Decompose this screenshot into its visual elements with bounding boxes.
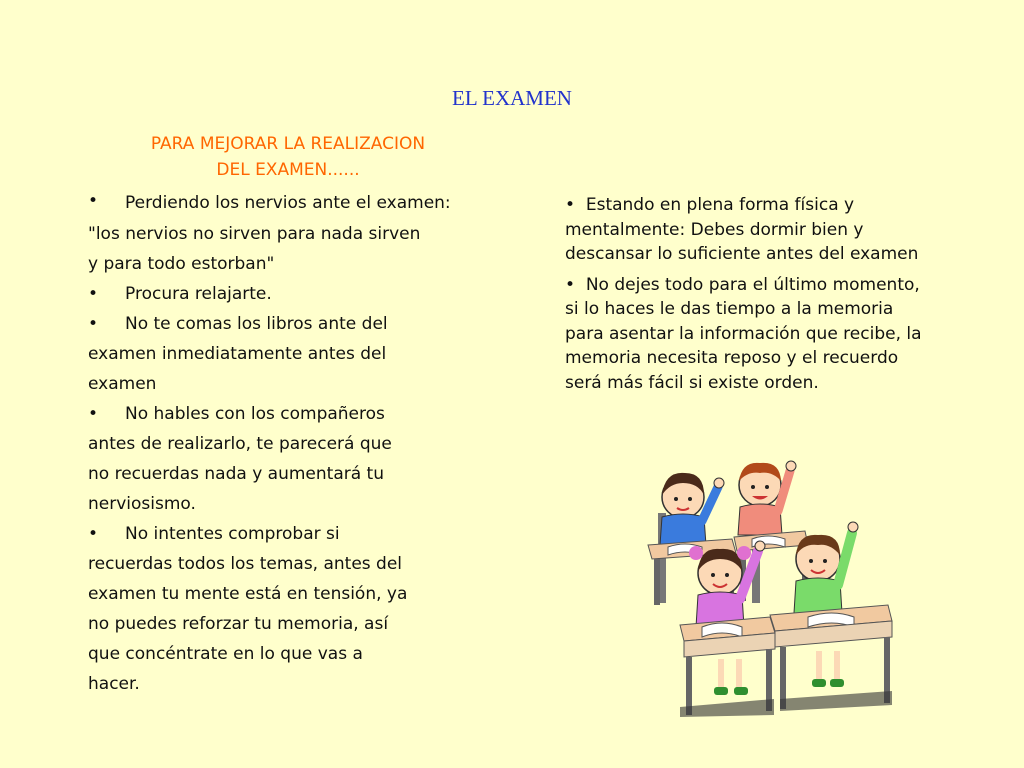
student-blue (660, 473, 724, 545)
subtitle-line-1: PARA MEJORAR LA REALIZACION (150, 134, 426, 154)
student-pink-shirt (738, 461, 796, 535)
text-line: hacer. (88, 674, 140, 694)
bullet: • (88, 191, 99, 211)
list-item (565, 273, 937, 396)
bullet: • (88, 524, 99, 544)
subtitle (88, 131, 488, 183)
text-line: no puedes reforzar tu memoria, así (88, 614, 389, 634)
quote-line: y para todo estorban" (88, 254, 275, 274)
classroom-students-icon (640, 455, 900, 720)
list-item (88, 191, 500, 215)
text-line: recuerdas todos los temas, antes del (88, 554, 403, 574)
text-line: nerviosismo. (88, 494, 196, 514)
list-item (88, 399, 500, 429)
text-line: examen (88, 374, 157, 394)
list-item (88, 279, 500, 309)
bullet: • (88, 314, 99, 334)
bullet: • (88, 404, 99, 424)
list-item (88, 519, 500, 549)
bullet: • (565, 274, 576, 295)
text-line: que concéntrate en lo que vas a (88, 644, 363, 664)
list-item-text: No intentes comprobar si (125, 524, 340, 544)
list-item-text: Procura relajarte. (125, 284, 272, 304)
list-item-text: Perdiendo los nervios ante el examen: (125, 193, 451, 213)
bullet: • (565, 195, 576, 215)
list-item (565, 193, 937, 267)
list-item-text: Estando en plena forma física y mentalmente: Debes dormir bien y descansar lo suficiente antes del examen (565, 195, 919, 264)
left-column (88, 191, 500, 699)
quote-line: "los nervios no sirven para nada sirven (88, 224, 421, 244)
text-line: examen inmediatamente antes del (88, 344, 387, 364)
list-item (88, 309, 500, 339)
right-column (565, 193, 937, 401)
text-line: no recuerdas nada y aumentará tu (88, 464, 384, 484)
bullet: • (88, 284, 99, 304)
text-line: antes de realizarlo, te parecerá que (88, 434, 392, 454)
subtitle-line-2: DEL EXAMEN...... (216, 160, 360, 180)
list-item-text: No dejes todo para el último momento, si lo haces le das tiempo a la memoria para asentar la información que recibe, la memoria necesita reposo y el recuerdo será más fácil si existe orden. (565, 274, 922, 393)
list-item-text: No hables con los compañeros (125, 404, 385, 424)
text-line: examen tu mente está en tensión, ya (88, 584, 408, 604)
list-item-text: No te comas los libros ante del (125, 314, 388, 334)
page-title: EL EXAMEN (452, 86, 572, 110)
